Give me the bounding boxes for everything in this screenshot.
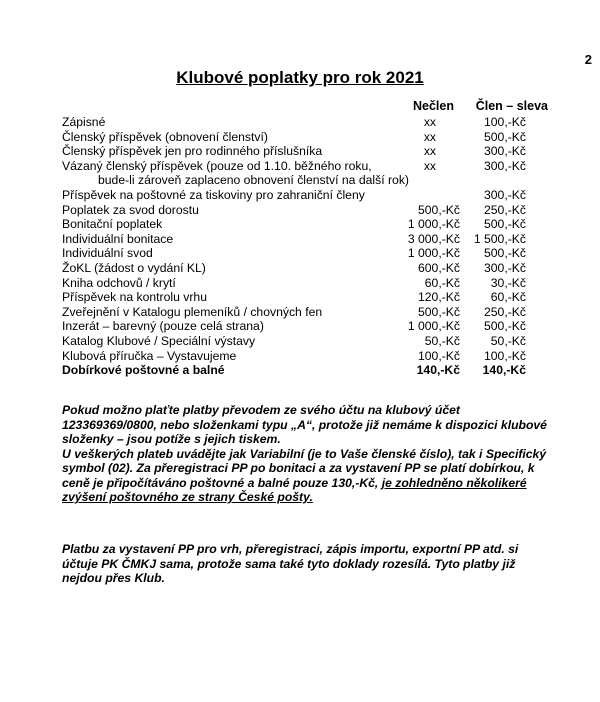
fee-row <box>62 276 562 291</box>
fee-row <box>62 349 562 364</box>
fee-non-member: 100,-Kč <box>417 348 460 363</box>
fee-non-member: 1 000,-Kč <box>407 217 460 232</box>
fee-label: Katalog Klubové / Speciální výstavy <box>62 333 256 348</box>
fee-member: 100,-Kč <box>483 115 526 129</box>
fee-row <box>62 188 562 203</box>
note-paragraph-2-underlined: je zohledněno několikeré zvýšení poštovného ze strany České pošty. <box>62 475 527 504</box>
fee-non-member: 60,-Kč <box>424 275 460 290</box>
fee-row <box>62 290 562 305</box>
fee-member: 250,-Kč <box>483 202 526 217</box>
fee-member: 500,-Kč <box>483 129 526 144</box>
fee-row <box>62 305 562 320</box>
header-non-member: Nečlen <box>413 99 454 113</box>
fee-table <box>62 99 562 378</box>
note-paragraph-2 <box>62 447 548 505</box>
fee-row <box>62 159 562 174</box>
fee-row <box>62 246 562 261</box>
fee-non-member: 120,-Kč <box>417 290 460 305</box>
fee-row <box>62 144 562 159</box>
fee-member: 50,-Kč <box>490 333 526 348</box>
fee-row <box>62 217 562 232</box>
fee-label: Dobírkové poštovné a balné <box>62 363 225 378</box>
fee-label: Individuální svod <box>62 246 153 261</box>
fee-label: Zápisné <box>62 115 106 129</box>
fee-member: 500,-Kč <box>483 319 526 334</box>
fee-non-member: xx <box>423 158 436 173</box>
note-paragraph-2-text: U veškerých plateb uvádějte jak Variabilní (je to Vaše členské číslo), tak i Specifický symbol (02). Za přeregistraci PP po bonitaci a za vystavení PP se platí dobírkou, k ceně je připočítáváno poštovné a balné pouze 130,-Kč, <box>62 446 547 490</box>
fee-member: 500,-Kč <box>483 217 526 232</box>
fee-non-member: xx <box>423 115 436 129</box>
fee-member: 300,-Kč <box>483 144 526 159</box>
fee-label: Zveřejnění v Katalogu plemeníků / chovných fen <box>62 304 323 319</box>
fee-member: 100,-Kč <box>483 348 526 363</box>
fee-label: ŽoKL (žádost o vydání KL) <box>62 260 206 275</box>
fee-label: Příspěvek na kontrolu vrhu <box>62 290 207 305</box>
fee-row <box>62 334 562 349</box>
fee-non-member: xx <box>423 129 436 144</box>
header-member: Člen – sleva <box>475 99 548 113</box>
fee-non-member: 1 000,-Kč <box>407 246 460 261</box>
fee-row <box>62 203 562 218</box>
fee-member: 300,-Kč <box>483 260 526 275</box>
fee-table-header <box>62 99 562 115</box>
fee-member: 60,-Kč <box>490 290 526 305</box>
fee-non-member: 140,-Kč <box>416 363 460 378</box>
fee-label: bude-li zároveň zaplaceno obnovení členství na další rok) <box>98 173 409 188</box>
fee-non-member: 600,-Kč <box>417 260 460 275</box>
fee-label: Individuální bonitace <box>62 231 174 246</box>
fee-row <box>62 173 562 188</box>
fee-label: Inzerát – barevný (pouze celá strana) <box>62 319 264 334</box>
payment-note-3 <box>62 530 548 598</box>
fee-non-member: 3 000,-Kč <box>407 231 460 246</box>
fee-member: 500,-Kč <box>483 246 526 261</box>
fee-rows <box>62 115 562 378</box>
fee-label: Vázaný členský příspěvek (pouze od 1.10. běžného roku, <box>62 158 372 173</box>
payment-notes <box>62 403 548 505</box>
fee-member: 140,-Kč <box>482 363 526 378</box>
fee-row <box>62 363 562 378</box>
fee-member: 250,-Kč <box>483 304 526 319</box>
fee-label: Kniha odchovů / krytí <box>62 275 176 290</box>
page-title: Klubové poplatky pro rok 2021 <box>176 68 424 87</box>
fee-non-member: 1 000,-Kč <box>407 319 460 334</box>
fee-non-member: 50,-Kč <box>424 333 460 348</box>
fee-non-member: xx <box>423 144 436 159</box>
fee-non-member: 500,-Kč <box>417 304 460 319</box>
fee-row <box>62 232 562 247</box>
fee-label: Příspěvek na poštovné za tiskoviny pro zahraniční členy <box>62 187 365 202</box>
fee-label: Klubová příručka – Vystavujeme <box>62 348 237 363</box>
fee-label: Členský příspěvek (obnovení členství) <box>62 129 268 144</box>
fee-label: Bonitační poplatek <box>62 217 163 232</box>
fee-label: Poplatek za svod dorostu <box>62 202 199 217</box>
fee-member: 1 500,-Kč <box>473 231 526 246</box>
fee-row <box>62 319 562 334</box>
fee-member: 30,-Kč <box>490 275 526 290</box>
fee-member: 300,-Kč <box>483 158 526 173</box>
fee-label: Členský příspěvek jen pro rodinného příslušníka <box>62 144 323 159</box>
page-number: 2 <box>584 52 592 67</box>
fee-row <box>62 115 562 130</box>
fee-row <box>62 261 562 276</box>
note-paragraph-1: Pokud možno plaťte platby převodem ze svého účtu na klubový účet 123369369/0800, nebo složenkami typu „A“, protože již nemáme k dispozici klubové složenky – jsou potíže s jejich tiskem. <box>62 403 547 446</box>
note-paragraph-3: Platbu za vystavení PP pro vrh, přeregistraci, zápis importu, exportní PP atd. si účtuje PK ČMKJ sama, protože sama také tyto doklady rozesílá. Tyto platby již nejdou přes Klub. <box>62 542 519 586</box>
fee-row <box>62 130 562 145</box>
fee-non-member: 500,-Kč <box>417 202 460 217</box>
fee-member: 300,-Kč <box>483 187 526 202</box>
